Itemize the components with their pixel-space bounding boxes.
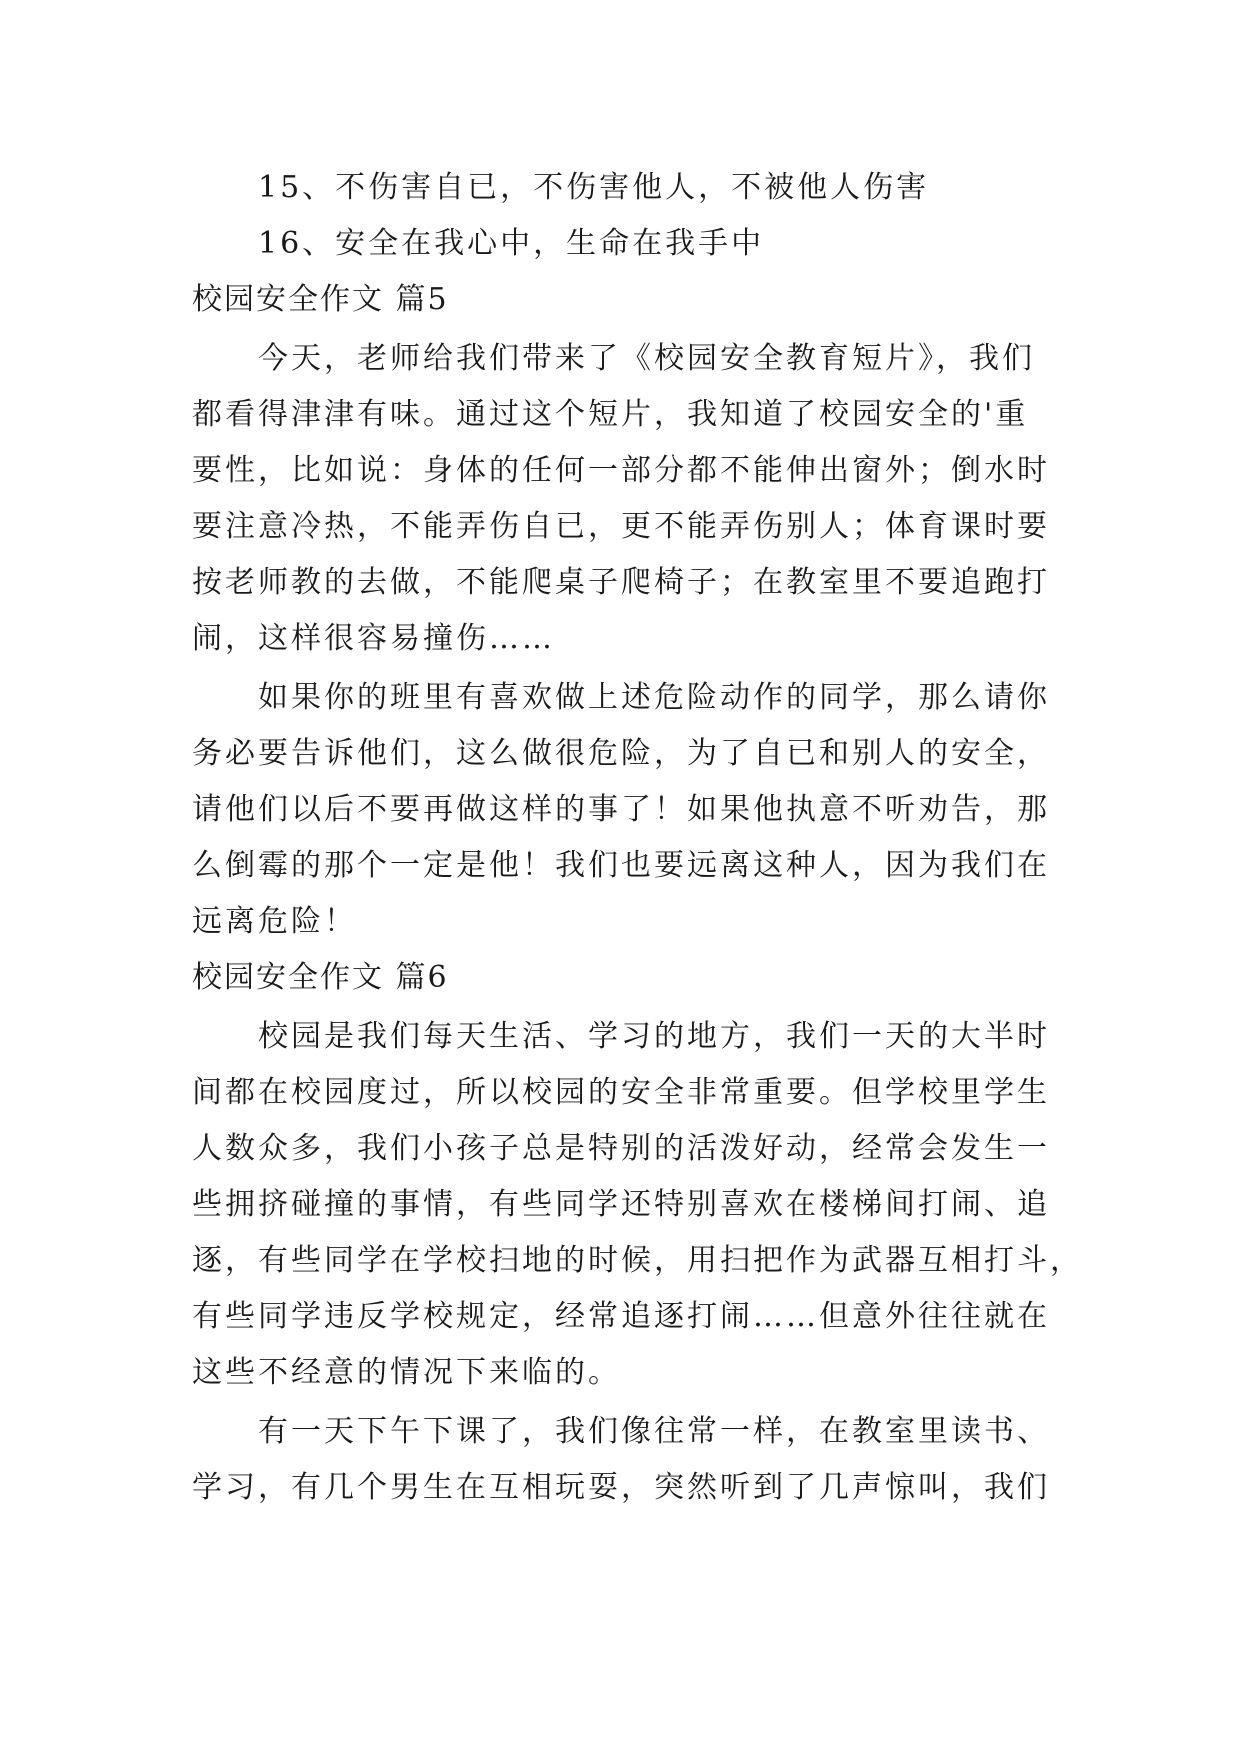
paragraph-line: 远离危险！: [192, 904, 357, 939]
section-heading: 校园安全作文 篇5: [192, 282, 449, 317]
paragraph-line: 闹，这样很容易撞伤……: [192, 621, 555, 656]
paragraph-line: 有些同学违反学校规定，经常追逐打闹……但意外往往就在: [192, 1299, 1050, 1334]
section-heading: 校园安全作文 篇6: [192, 960, 449, 995]
paragraph-line: 请他们以后不要再做这样的事了！如果他执意不听劝告，那: [192, 792, 1050, 827]
paragraph-line: 学习，有几个男生在互相玩耍，突然听到了几声惊叫，我们: [192, 1470, 1050, 1505]
paragraph-line: 都看得津津有味。通过这个短片，我知道了校园安全的'重: [192, 397, 1029, 432]
paragraph-line: 人数众多，我们小孩子总是特别的活泼好动，经常会发生一: [192, 1131, 1050, 1166]
paragraph-line: 要注意冷热，不能弄伤自已，更不能弄伤别人；体育课时要: [192, 509, 1050, 544]
paragraph-line: 校园是我们每天生活、学习的地方，我们一天的大半时: [258, 1019, 1050, 1054]
paragraph-line: 今天，老师给我们带来了《校园安全教育短片》，我们: [258, 341, 1035, 376]
paragraph-line: 么倒霉的那个一定是他！我们也要远离这种人，因为我们在: [192, 848, 1050, 883]
list-item: 15、不伤害自已，不伤害他人，不被他人伤害: [258, 170, 930, 205]
paragraph-line: 按老师教的去做，不能爬桌子爬椅子；在教室里不要追跑打: [192, 565, 1050, 600]
paragraph-line: 逐，有些同学在学校扫地的时候，用扫把作为武器互相打斗，: [192, 1243, 1083, 1278]
paragraph-line: 些拥挤碰撞的事情，有些同学还特别喜欢在楼梯间打闹、追: [192, 1187, 1050, 1222]
paragraph-line: 这些不经意的情况下来临的。: [192, 1355, 621, 1390]
list-item: 16、安全在我心中，生命在我手中: [258, 226, 765, 261]
paragraph-line: 要性，比如说：身体的任何一部分都不能伸出窗外；倒水时: [192, 453, 1050, 488]
paragraph-line: 间都在校园度过，所以校园的安全非常重要。但学校里学生: [192, 1075, 1050, 1110]
paragraph-line: 务必要告诉他们，这么做很危险，为了自已和别人的安全，: [192, 736, 1050, 771]
paragraph-line: 有一天下午下课了，我们像往常一样，在教室里读书、: [258, 1414, 1050, 1449]
paragraph-line: 如果你的班里有喜欢做上述危险动作的同学，那么请你: [258, 680, 1050, 715]
